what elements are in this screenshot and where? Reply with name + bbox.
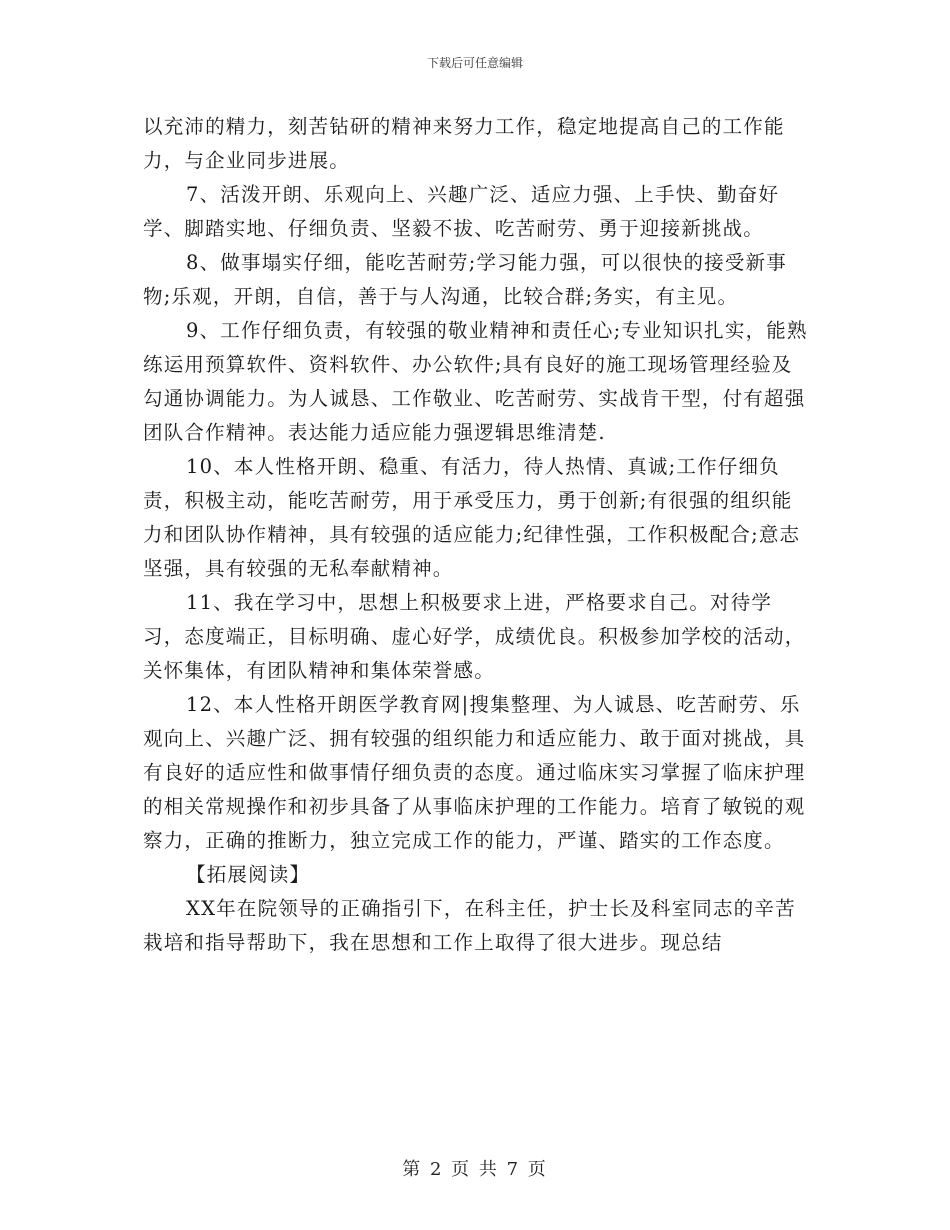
document-body bbox=[143, 110, 813, 960]
paragraph-item-10: 10、本人性格开朗、稳重、有活力，待人热情、真诚;工作仔细负责，积极主动，能吃苦耐劳，用于承受压力，勇于创新;有很强的组织能力和团队协作精神，具有较强的适应能力;纪律性强，工作积极配合;意志坚强，具有较强的无私奉献精神。 bbox=[143, 455, 801, 580]
page-footer: 第 2 页 共 7 页 bbox=[402, 1159, 548, 1180]
paragraph-summary-intro: XX年在院领导的正确指引下，在科主任，护士长及科室同志的辛苦栽培和指导帮助下，我在思想和工作上取得了很大进步。现总结 bbox=[143, 897, 796, 954]
section-heading-extended-reading: 【拓展阅读】 bbox=[186, 863, 311, 886]
paragraph-1: 以充沛的精力，刻苦钻研的精神来努力工作，稳定地提高自己的工作能力，与企业同步进展。 bbox=[143, 115, 785, 172]
paragraph-item-8: 8、做事塌实仔细，能吃苦耐劳;学习能力强，可以很快的接受新事物;乐观，开朗，自信，善于与人沟通，比较合群;务实，有主见。 bbox=[143, 251, 787, 308]
paragraph-item-11: 11、我在学习中，思想上积极要求上进，严格要求自己。对待学习，态度端正，目标明确、虚心好学，成绩优良。积极参加学校的活动，关怀集体，有团队精神和集体荣誉感。 bbox=[143, 591, 806, 682]
page-header: 下载后可任意编辑 bbox=[426, 56, 523, 70]
paragraph-item-7: 7、活泼开朗、乐观向上、兴趣广泛、适应力强、上手快、勤奋好学、脚踏实地、仔细负责、坚毅不拔、吃苦耐劳、勇于迎接新挑战。 bbox=[143, 183, 780, 240]
paragraph-item-9: 9、工作仔细负责，有较强的敬业精神和责任心;专业知识扎实，能熟练运用预算软件、资料软件、办公软件;具有良好的施工现场管理经验及勾通协调能力。为人诚恳、工作敬业、吃苦耐劳、实战肯干型，付有超强团队合作精神。表达能力适应能力强逻辑思维清楚. bbox=[143, 319, 808, 444]
paragraph-item-12: 12、本人性格开朗医学教育网|搜集整理、为人诚恳、吃苦耐劳、乐观向上、兴趣广泛、拥有较强的组织能力和适应能力、敢于面对挑战，具有良好的适应性和做事情仔细负责的态度。通过临床实习掌握了临床护理的相关常规操作和初步具备了从事临床护理的工作能力。培育了敏锐的观察力，正确的推断力，独立完成工作的能力，严谨、踏实的工作态度。 bbox=[143, 693, 806, 852]
